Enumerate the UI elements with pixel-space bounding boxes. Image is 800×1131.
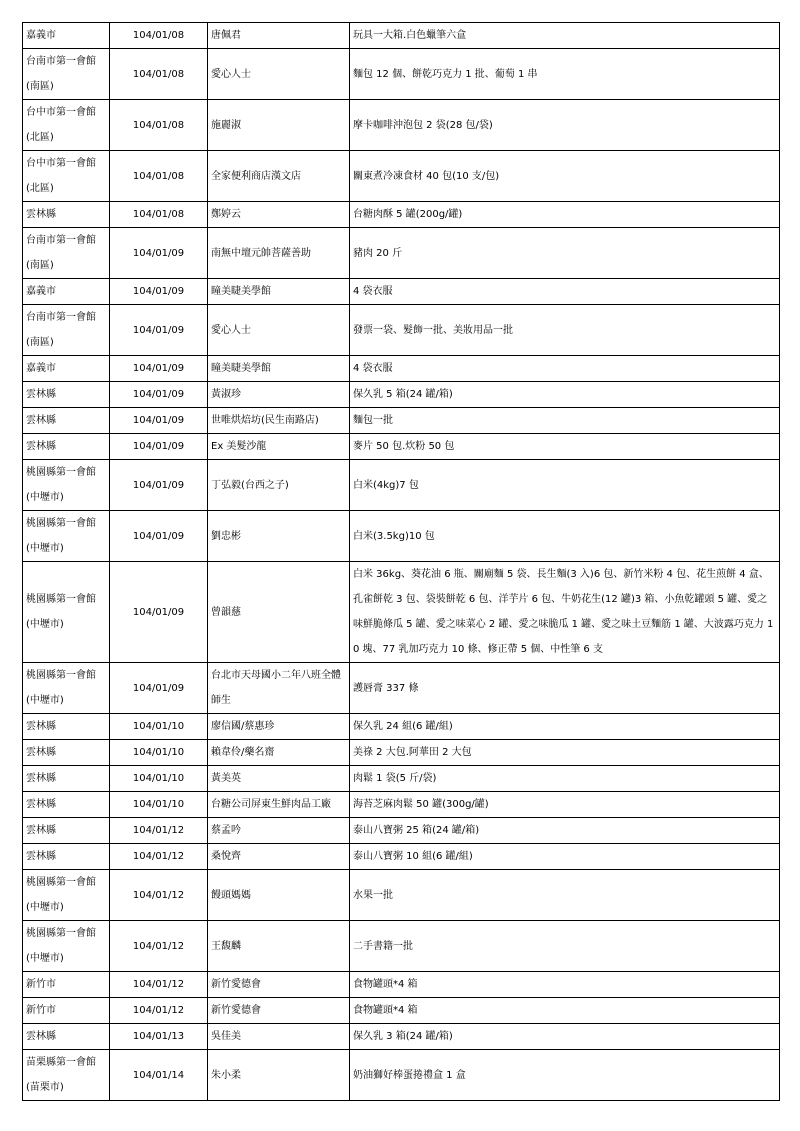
date-cell: 104/01/08: [110, 23, 208, 49]
date-cell: 104/01/10: [110, 792, 208, 818]
table-row: [23, 408, 780, 434]
date-cell: 104/01/09: [110, 279, 208, 305]
donor-cell: 吳佳美: [208, 1024, 350, 1050]
region-cell: 苗栗縣第一會館(苗栗市): [23, 1050, 110, 1101]
donor-cell: 愛心人士: [208, 305, 350, 356]
table-row: [23, 356, 780, 382]
items-cell: 海苔芝麻肉鬆 50 罐(300g/罐): [350, 792, 780, 818]
table-row: [23, 151, 780, 202]
items-cell: 麵包 12 個、餅乾巧克力 1 批、葡萄 1 串: [350, 49, 780, 100]
region-cell: 新竹市: [23, 998, 110, 1024]
items-cell: 護唇膏 337 條: [350, 663, 780, 714]
date-cell: 104/01/12: [110, 921, 208, 972]
items-cell: 發票一袋、髮飾一批、美妝用品一批: [350, 305, 780, 356]
table-row: [23, 1024, 780, 1050]
table-row: [23, 972, 780, 998]
donor-cell: 蔡孟吟: [208, 818, 350, 844]
date-cell: 104/01/10: [110, 714, 208, 740]
region-cell: 雲林縣: [23, 818, 110, 844]
items-cell: 二手書籍一批: [350, 921, 780, 972]
items-cell: 關東煮冷凍食材 40 包(10 支/包): [350, 151, 780, 202]
table-row: [23, 100, 780, 151]
donor-cell: 瞳美睫美學館: [208, 279, 350, 305]
donor-cell: 黃淑珍: [208, 382, 350, 408]
donor-cell: 朱小柔: [208, 1050, 350, 1101]
items-cell: 4 袋衣服: [350, 279, 780, 305]
date-cell: 104/01/09: [110, 460, 208, 511]
table-row: [23, 228, 780, 279]
region-cell: 桃園縣第一會館(中壢市): [23, 921, 110, 972]
donor-cell: 廖信國/蔡惠珍: [208, 714, 350, 740]
table-row: [23, 792, 780, 818]
region-cell: 雲林縣: [23, 382, 110, 408]
donor-cell: 桑悅齊: [208, 844, 350, 870]
date-cell: 104/01/09: [110, 511, 208, 562]
date-cell: 104/01/08: [110, 100, 208, 151]
date-cell: 104/01/12: [110, 818, 208, 844]
items-cell: 摩卡咖啡沖泡包 2 袋(28 包/袋): [350, 100, 780, 151]
date-cell: 104/01/09: [110, 663, 208, 714]
donor-cell: 新竹愛德會: [208, 972, 350, 998]
region-cell: 雲林縣: [23, 844, 110, 870]
items-cell: 麥片 50 包.炊粉 50 包: [350, 434, 780, 460]
region-cell: 雲林縣: [23, 714, 110, 740]
donor-cell: 劉忠彬: [208, 511, 350, 562]
date-cell: 104/01/08: [110, 151, 208, 202]
items-cell: 豬肉 20 斤: [350, 228, 780, 279]
table-row: [23, 49, 780, 100]
donor-cell: 台北市天母國小二年八班全體師生: [208, 663, 350, 714]
table-row: [23, 714, 780, 740]
donor-cell: 鄭婷云: [208, 202, 350, 228]
items-cell: 白米(4kg)7 包: [350, 460, 780, 511]
table-row: [23, 305, 780, 356]
donor-cell: 愛心人士: [208, 49, 350, 100]
region-cell: 桃園縣第一會館(中壢市): [23, 562, 110, 663]
date-cell: 104/01/09: [110, 408, 208, 434]
table-row: [23, 23, 780, 49]
date-cell: 104/01/10: [110, 740, 208, 766]
donor-cell: Ex 美髮沙龍: [208, 434, 350, 460]
region-cell: 嘉義市: [23, 356, 110, 382]
region-cell: 雲林縣: [23, 740, 110, 766]
date-cell: 104/01/09: [110, 434, 208, 460]
items-cell: 台糖肉酥 5 罐(200g/罐): [350, 202, 780, 228]
items-cell: 保久乳 24 組(6 罐/組): [350, 714, 780, 740]
region-cell: 新竹市: [23, 972, 110, 998]
region-cell: 雲林縣: [23, 1024, 110, 1050]
items-cell: 4 袋衣服: [350, 356, 780, 382]
items-cell: 泰山八寶粥 25 箱(24 罐/箱): [350, 818, 780, 844]
donor-cell: 台糖公司屏東生鮮肉品工廠: [208, 792, 350, 818]
region-cell: 桃園縣第一會館(中壢市): [23, 663, 110, 714]
date-cell: 104/01/13: [110, 1024, 208, 1050]
region-cell: 雲林縣: [23, 202, 110, 228]
table-row: [23, 460, 780, 511]
donor-cell: 曾韻慈: [208, 562, 350, 663]
table-row: [23, 766, 780, 792]
region-cell: 台南市第一會館(南區): [23, 228, 110, 279]
table-row: [23, 434, 780, 460]
region-cell: 桃園縣第一會館(中壢市): [23, 870, 110, 921]
items-cell: 玩具一大箱.白色蠟筆六盒: [350, 23, 780, 49]
donor-cell: 南無中壇元帥菩薩善助: [208, 228, 350, 279]
date-cell: 104/01/08: [110, 49, 208, 100]
region-cell: 桃園縣第一會館(中壢市): [23, 460, 110, 511]
table-row: [23, 998, 780, 1024]
region-cell: 桃園縣第一會館(中壢市): [23, 511, 110, 562]
table-row: [23, 279, 780, 305]
region-cell: 雲林縣: [23, 766, 110, 792]
region-cell: 台中市第一會館(北區): [23, 151, 110, 202]
items-cell: 白米 36kg、葵花油 6 瓶、關廟麵 5 袋、長生麵(3 入)6 包、新竹米粉 4 包、花生煎餅 4 盒、孔雀餅乾 3 包、袋裝餅乾 6 包、洋芋片 6 包、牛奶花生(12 罐)3 箱、小魚乾罐頭 5 罐、愛之味鮮脆條瓜 5 罐、愛之味菜心 2 罐、愛之味脆瓜 1 罐、愛之味土豆麵筋 1 罐、大波露巧克力 10 塊、77 乳加巧克力 10 條、修正帶 5 個、中性筆 6 支: [350, 562, 780, 663]
date-cell: 104/01/09: [110, 562, 208, 663]
donor-cell: 黃美英: [208, 766, 350, 792]
date-cell: 104/01/12: [110, 998, 208, 1024]
region-cell: 嘉義市: [23, 23, 110, 49]
date-cell: 104/01/14: [110, 1050, 208, 1101]
items-cell: 保久乳 3 箱(24 罐/箱): [350, 1024, 780, 1050]
date-cell: 104/01/09: [110, 356, 208, 382]
table-row: [23, 663, 780, 714]
items-cell: 奶油獅好棒蛋捲禮盒 1 盒: [350, 1050, 780, 1101]
donor-cell: 賴韋伶/藥名齋: [208, 740, 350, 766]
date-cell: 104/01/09: [110, 305, 208, 356]
region-cell: 雲林縣: [23, 434, 110, 460]
date-cell: 104/01/09: [110, 228, 208, 279]
table-row: [23, 870, 780, 921]
region-cell: 台南市第一會館(南區): [23, 49, 110, 100]
region-cell: 雲林縣: [23, 408, 110, 434]
date-cell: 104/01/12: [110, 844, 208, 870]
table-row: [23, 844, 780, 870]
table-row: [23, 921, 780, 972]
donor-cell: 世唯烘焙坊(民生南路店): [208, 408, 350, 434]
donor-cell: 瞳美睫美學館: [208, 356, 350, 382]
donor-cell: 饅頭媽媽: [208, 870, 350, 921]
date-cell: 104/01/10: [110, 766, 208, 792]
region-cell: 台南市第一會館(南區): [23, 305, 110, 356]
items-cell: 保久乳 5 箱(24 罐/箱): [350, 382, 780, 408]
region-cell: 雲林縣: [23, 792, 110, 818]
donation-table: [22, 22, 780, 1101]
table-row: [23, 382, 780, 408]
region-cell: 台中市第一會館(北區): [23, 100, 110, 151]
items-cell: 美祿 2 大包.阿華田 2 大包: [350, 740, 780, 766]
items-cell: 白米(3.5kg)10 包: [350, 511, 780, 562]
items-cell: 食物罐頭*4 箱: [350, 998, 780, 1024]
items-cell: 水果一批: [350, 870, 780, 921]
table-row: [23, 1050, 780, 1101]
region-cell: 嘉義市: [23, 279, 110, 305]
donor-cell: 全家便利商店漢文店: [208, 151, 350, 202]
table-row: [23, 740, 780, 766]
donation-table-body: [23, 23, 780, 1101]
date-cell: 104/01/09: [110, 382, 208, 408]
donor-cell: 施麗淑: [208, 100, 350, 151]
items-cell: 肉鬆 1 袋(5 斤/袋): [350, 766, 780, 792]
table-row: [23, 562, 780, 663]
donor-cell: 新竹愛德會: [208, 998, 350, 1024]
table-row: [23, 202, 780, 228]
items-cell: 食物罐頭*4 箱: [350, 972, 780, 998]
date-cell: 104/01/12: [110, 870, 208, 921]
table-row: [23, 818, 780, 844]
donor-cell: 唐佩君: [208, 23, 350, 49]
table-row: [23, 511, 780, 562]
date-cell: 104/01/08: [110, 202, 208, 228]
donor-cell: 王馥麟: [208, 921, 350, 972]
items-cell: 麵包一批: [350, 408, 780, 434]
donor-cell: 丁弘毅(台西之子): [208, 460, 350, 511]
items-cell: 泰山八寶粥 10 組(6 罐/組): [350, 844, 780, 870]
date-cell: 104/01/12: [110, 972, 208, 998]
